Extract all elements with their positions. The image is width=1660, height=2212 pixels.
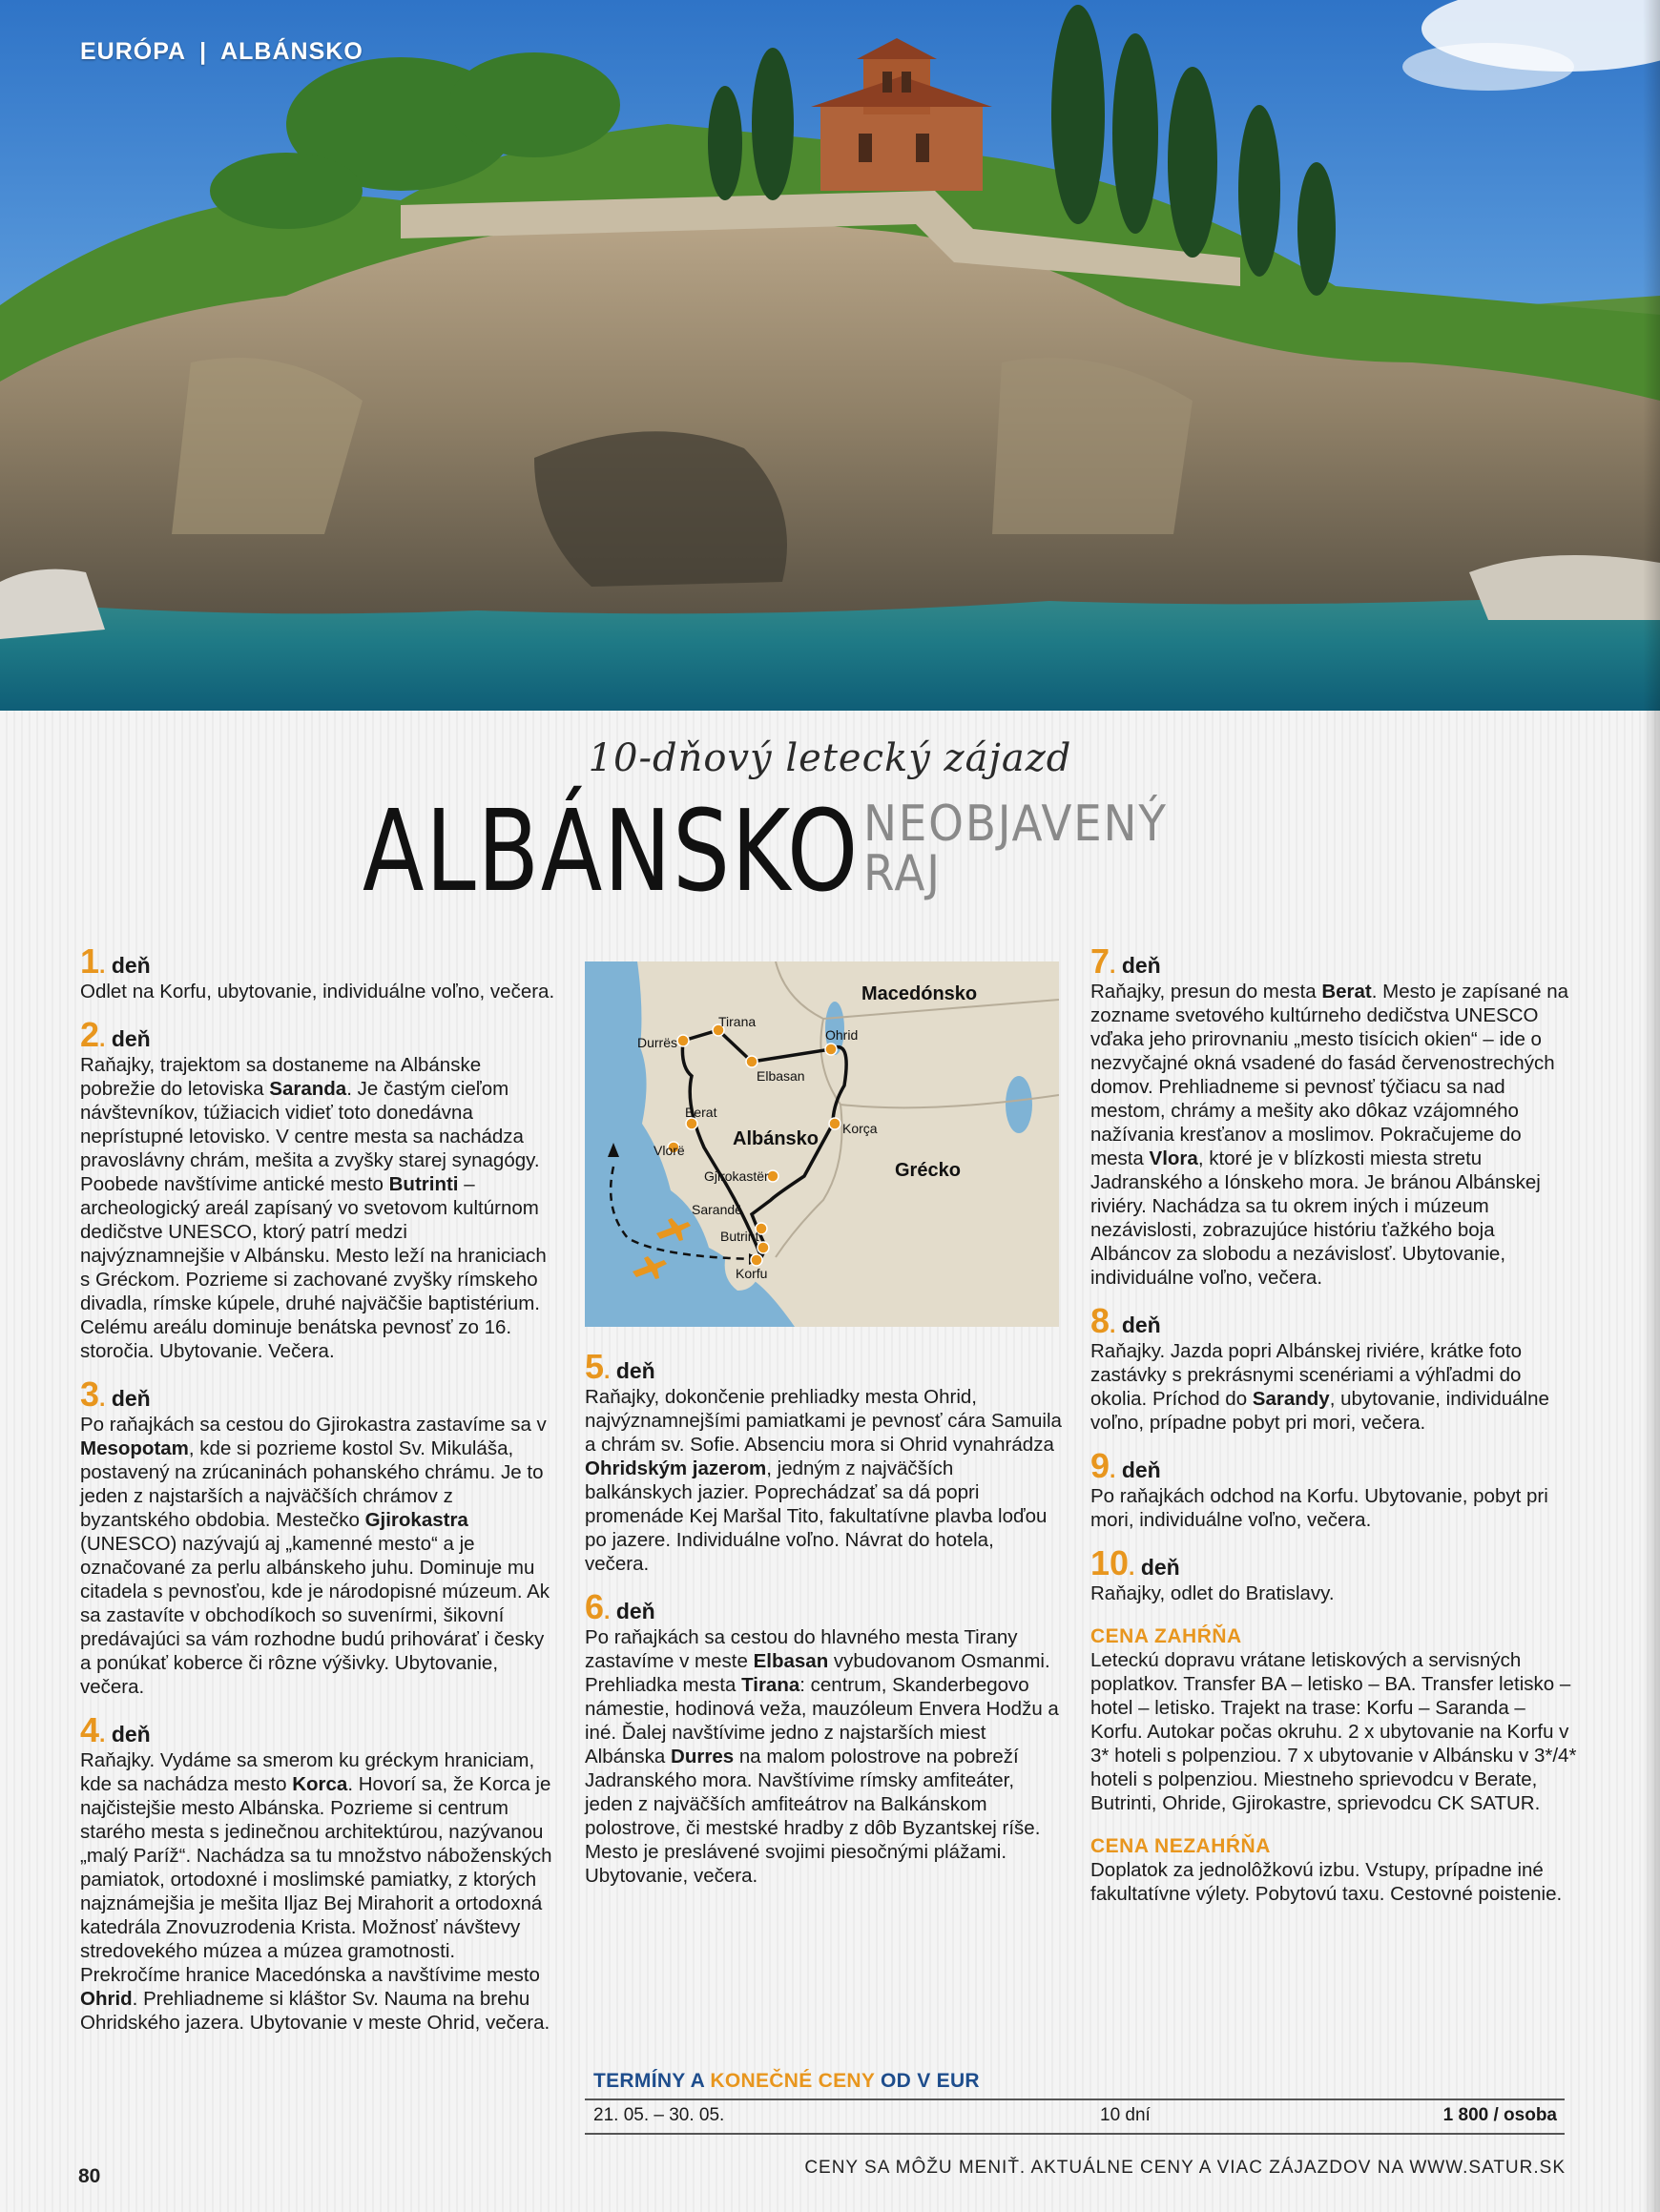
day-6: 6. deň Po raňajkách sa cestou do hlavného mesta Tirany zastavíme v meste Elbasan vybudovanom Osmanmi. Prehliadka mesta Tirana: centrum, Skanderbegovo námestie, hodinová veža, mauzóleum Envera Hodžu a iné. Ďalej navštívime jedno z najstarších miest Albánska Durres na malom polostrove na pobreží Jadranského mora. Navštívime rímsky amfiteáter, jeden z najväčších amfiteátrov na Balkánskom polostrove, či mestské hradby z dôb Byzantskej ríše. Mesto je preslávené svojimi piesočnými plážami. Ubytovanie, večera. (585, 1593, 1062, 1888)
day-text: Po raňajkách sa cestou do hlavného mesta Tirany zastavíme v meste Elbasan vybudovanom Osmanmi. Prehliadka mesta Tirana: centrum, Skanderbegovo námestie, hodinová veža, mauzóleum Envera Hodžu a iné. Ďalej navštívime jedno z najstarších miest Albánska Durres na malom polostrove na pobreží Jadranského mora. Navštívime rímsky amfiteáter, jeden z najväčších amfiteátrov na Balkánskom polostrove, či mestské hradby z dôb Byzantskej ríše. Mesto je preslávené svojimi piesočnými plážami. Ubytovanie, večera. (585, 1626, 1059, 1887)
price-included-text: Leteckú dopravu vrátane letiskových a servisných poplatkov. Transfer BA – letisko – BA. Transfer letisko – hotel – letisko. Trajekt na trase: Korfu – Saranda – Korfu. Autokar počas okruhu. 2 x ubytovanie na Korfu v 3* hoteli s polpenziou. 7 x ubytovanie v Albánsku v 3*/4* hoteli s polpenziou. Miestneho sprievodcu v Berate, Butrinti, Ohride, Gjirokastre, sprievodcu CK SATUR. (1090, 1649, 1577, 1814)
breadcrumb-region[interactable]: EURÓPA (80, 38, 187, 65)
map-label-macedonia: Macedónsko (861, 983, 978, 1004)
column-right (1090, 941, 1579, 1906)
map-city: Butrint (720, 1229, 759, 1244)
tagline-line-2: RAJ (863, 845, 942, 902)
price-excluded-text: Doplatok za jednolôžkovú izbu. Vstupy, prípadne iné fakultatívne výlety. Pobytovú taxu. Cestovné poistenie. (1090, 1859, 1563, 1905)
price-excluded-heading: CENA NEZAHŔŇA (1090, 1835, 1271, 1857)
tagline-line-1: NEOBJAVENÝ (863, 796, 1168, 853)
page-title: ALBÁNSKO (363, 785, 860, 917)
day-text: Raňajky. Vydáme sa smerom ku gréckym hraniciam, kde sa nachádza mesto Korca. Hovorí sa, že Korca je najčistejšie mesto Albánska. Pozrieme si centrum starého mesta s jedinečnou architektúrou, nazývanou „malý Paríž“. Nachádza sa tu množstvo náboženských pamiatok, ortodoxné i moslimské pamiatky, z ktorých najznámejšia je mešita Iljaz Bej Mirahorit a ortodoxná katedrála Znovuzrodenia Krista. Možnosť návštevy stredovekého múzea a múzea gramotnosti. Prekročíme hranice Macedónska a navštívime mesto Ohrid. Prehliadneme si kláštor Sv. Nauma na brehu Ohridského jazera. Ubytovanie v meste Ohrid, večera. (80, 1749, 552, 2034)
day-8: 8. deň Raňajky. Jazda popri Albánskej riviére, krátke foto zastávky s prekrásnymi scenériami a výhľadmi do okolia. Príchod do Sarandy, ubytovanie, individuálne voľno, prípadne pobyt pri mori, večera. (1090, 1307, 1579, 1435)
map-city: Korça (842, 1121, 878, 1136)
price-length: 10 dní (1100, 2105, 1151, 2125)
page-edge-shadow (1643, 0, 1660, 2212)
day-text: Raňajky, presun do mesta Berat. Mesto je zapísané na zozname svetového kultúrneho dedičstva UNESCO vďaka jeho prirovnaniu „mesto tisícich okien“ – ide o nezvyčajné okná vsadené do fasád červenostrechých domov. Prehliadneme si pevnosť týčiacu sa nad mestom, chrámy a mešity ako dôkaz vzájomného nažívania kresťanov a moslimov. Pokračujeme do mesta Vlora, ktoré je v blízkosti miesta stretu Jadranského a Iónskeho mora. Je bránou Albánskej riviéry. Nachádza sa tu okrem iných i múzeum nezávislosti, zobrazujúce históriu ťažkého boja Albáncov za slobodu a nezávislosť. Ubytovanie, individuálne voľno, večera. (1090, 981, 1569, 1289)
table-row[interactable] (585, 2098, 1565, 2135)
day-4: 4. deň Raňajky. Vydáme sa smerom ku gréckym hraniciam, kde sa nachádza mesto Korca. Hovorí sa, že Korca je najčistejšie mesto Albánska. Pozrieme si centrum starého mesta s jedinečnou architektúrou, nazývanou „malý Paríž“. Nachádza sa tu množstvo náboženských pamiatok, ortodoxné i moslimské pamiatky, z ktorých najznámejšia je mešita Iljaz Bej Mirahorit a ortodoxná katedrála Znovuzrodenia Krista. Možnosť návštevy stredovekého múzea a múzea gramotnosti. Prekročíme hranice Macedónska a navštívime mesto Ohrid. Prehliadneme si kláštor Sv. Nauma na brehu Ohridského jazera. Ubytovanie v meste Ohrid, večera. (80, 1716, 557, 2035)
map-city: Ohrid (825, 1027, 859, 1043)
column-middle (585, 1347, 1062, 1888)
price-dates: 21. 05. – 30. 05. (593, 2105, 725, 2125)
footer-note: CENY SA MÔŽU MENIŤ. AKTUÁLNE CENY A VIAC ZÁJAZDOV NA WWW.SATUR.SK (804, 2158, 1566, 2178)
page-number: 80 (78, 2165, 101, 2187)
map-city: Tirana (718, 1014, 757, 1029)
day-7: 7. deň Raňajky, presun do mesta Berat. Mesto je zapísané na zozname svetového kultúrneho dedičstva UNESCO vďaka jeho prirovnaniu „mesto tisícich okien“ – ide o nezvyčajné okná vsadené do fasád červenostrechých domov. Prehliadneme si pevnosť týčiacu sa nad mestom, chrámy a mešity ako dôkaz vzájomného nažívania kresťanov a moslimov. Pokračujeme do mesta Vlora, ktoré je v blízkosti miesta stretu Jadranského a Iónskeho mora. Je bránou Albánskej riviéry. Nachádza sa tu okrem iných i múzeum nezávislosti, zobrazujúce históriu ťažkého boja Albáncov za slobodu a nezávislosť. Ubytovanie, individuálne voľno, večera. (1090, 947, 1579, 1290)
map-city: Korfu (736, 1266, 768, 1281)
day-text: Raňajky, odlet do Bratislavy. (1090, 1582, 1335, 1604)
breadcrumb-country[interactable]: ALBÁNSKO (220, 38, 363, 65)
map-city: Elbasan (757, 1068, 805, 1084)
price-amount: 1 800 / osoba (1442, 2105, 1557, 2125)
day-text: Po raňajkách odchod na Korfu. Ubytovanie, pobyt pri mori, individuálne voľno, večera. (1090, 1485, 1548, 1531)
day-9: 9. deň Po raňajkách odchod na Korfu. Ubytovanie, pobyt pri mori, individuálne voľno, večera. (1090, 1452, 1579, 1532)
hero-illustration (0, 0, 1660, 711)
day-3: 3. deň Po raňajkách sa cestou do Gjirokastra zastavíme sa v Mesopotam, kde si pozrieme kostol Sv. Mikuláša, postavený na zrúcaninách pohanského chrámu. Je to jeden z najstarších a najväčších chrámov z byzantského obdobia. Mestečko Gjirokastra (UNESCO) nazývajú aj „kamenné mesto“ a je označované za perlu albánskeho juhu. Dominuje mu citadela s pevnosťou, kde je národopisné múzeum. Ak sa zastavíte v obchodíkoch so suvenírmi, šikovní predávajúci sa vám rozhodne budú prihovárať i česky a ponúkať koberce či rôzne výšivky. Ubytovanie, večera. (80, 1380, 557, 1699)
day-10: 10. deň Raňajky, odlet do Bratislavy. (1090, 1549, 1579, 1605)
map-city: Gjirokastër (704, 1168, 769, 1184)
map-label-albania: Albánsko (733, 1128, 820, 1149)
day-text: Po raňajkách sa cestou do Gjirokastra zastavíme sa v Mesopotam, kde si pozrieme kostol Sv. Mikuláša, postavený na zrúcaninách pohanského chrámu. Je to jeden z najstarších a najväčších chrámov z byzantského obdobia. Mestečko Gjirokastra (UNESCO) nazývajú aj „kamenné mesto“ a je označované za perlu albánskeho juhu. Dominuje mu citadela s pevnosťou, kde je národopisné múzeum. Ak sa zastavíte v obchodíkoch so suvenírmi, šikovní predávajúci sa vám rozhodne budú prihovárať i česky a ponúkať koberce či rôzne výšivky. Ubytovanie, večera. (80, 1414, 550, 1698)
price-included-heading: CENA ZAHŔŇA (1090, 1625, 1242, 1647)
breadcrumb: EURÓPA | ALBÁNSKO (80, 38, 363, 65)
map-label-greece: Grécko (895, 1160, 961, 1181)
map-city: Berat (685, 1105, 717, 1120)
hero-photo (0, 0, 1660, 711)
day-5: 5. deň Raňajky, dokončenie prehliadky mesta Ohrid, najvýznamnejšími pamiatkami je pevnosť cára Samuila a chrám sv. Sofie. Absenciu mora si Ohrid vynahrádza Ohridským jazerom, jedným z najväčších balkánskych jazier. Poprechádzať sa dá popri promenáde Kej Maršal Tito, fakultatívne plavba loďou po jazere. Individuálne voľno. Návrat do hotela, večera. (585, 1347, 1062, 1575)
day-text: Raňajky, dokončenie prehliadky mesta Ohrid, najvýznamnejšími pamiatkami je pevnosť cára Samuila a chrám sv. Sofie. Absenciu mora si Ohrid vynahrádza Ohridským jazerom, jedným z najväčších balkánskych jazier. Poprechádzať sa dá popri promenáde Kej Maršal Tito, fakultatívne plavba loďou po jazere. Individuálne voľno. Návrat do hotela, večera. (585, 1386, 1062, 1575)
trip-subtitle: 10-dňový letecký zájazd (588, 736, 1072, 780)
day-2: 2. deň Raňajky, trajektom sa dostaneme na Albánske pobrežie do letoviska Saranda. Je častým cieľom návštevníkov, túžiacich vidieť toto donedávna neprístupné letovisko. V centre mesta sa nachádza pravoslávny chrám, mešita a zvyšky starej synagógy. Poobede navštívime antické mesto Butrinti – archeologický areál zapísaný vo svetovom kultúrnom dedičstve UNESCO, ktorý patrí medzi najvýznamnejšie v Albánsku. Mesto leží na hraniciach s Gréckom. Pozrieme si zachované zvyšky rímskeho divadla, rímske kúpele, druhé najväčšie baptistérium. Celému areálu dominuje benátska pevnosť zo 16. storočia. Ubytovanie. Večera. (80, 1021, 557, 1363)
day-text: Raňajky. Jazda popri Albánskej riviére, krátke foto zastávky s prekrásnymi scenériami a výhľadmi do okolia. Príchod do Sarandy, ubytovanie, individuálne voľno, prípadne pobyt pri mori, večera. (1090, 1340, 1549, 1434)
column-left (80, 941, 557, 2035)
price-table-heading: TERMÍNY A KONEČNÉ CENY OD V EUR (593, 2070, 980, 2092)
route-map (585, 961, 1059, 1327)
map-city: Vlorë (654, 1143, 685, 1158)
day-text: Raňajky, trajektom sa dostaneme na Albánske pobrežie do letoviska Saranda. Je častým cieľom návštevníkov, túžiacich vidieť toto donedávna neprístupné letovisko. V centre mesta sa nachádza pravoslávny chrám, mešita a zvyšky starej synagógy. Poobede navštívime antické mesto Butrinti – archeologický areál zapísaný vo svetovom kultúrnom dedičstve UNESCO, ktorý patrí medzi najvýznamnejšie v Albánsku. Mesto leží na hraniciach s Gréckom. Pozrieme si zachované zvyšky rímskeho divadla, rímske kúpele, druhé najväčšie baptistérium. Celému areálu dominuje benátska pevnosť zo 16. storočia. Ubytovanie. Večera. (80, 1054, 547, 1362)
map-city: Durrës (637, 1035, 678, 1050)
title-tagline (863, 796, 1168, 902)
day-1: 1. deň Odlet na Korfu, ubytovanie, individuálne voľno, večera. (80, 947, 557, 1003)
map-city: Sarandë (692, 1202, 742, 1217)
price-table (585, 2070, 1565, 2135)
day-text: Odlet na Korfu, ubytovanie, individuálne voľno, večera. (80, 981, 555, 1003)
